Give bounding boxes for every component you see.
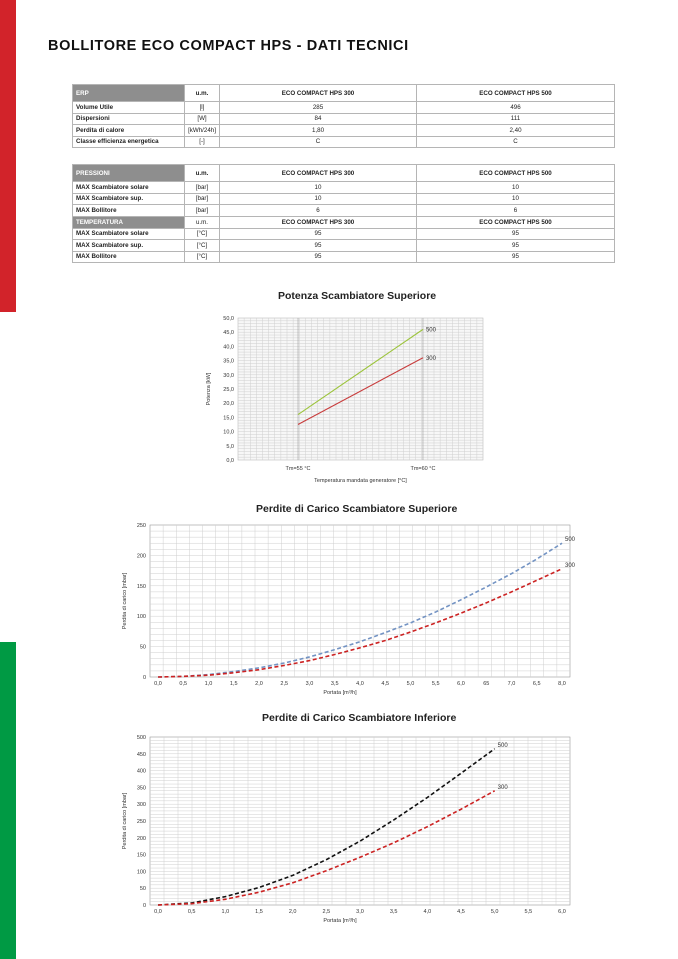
y-tick-label: 150 [136, 852, 146, 859]
series-label-500: 500 [497, 742, 508, 749]
row-unit: [°C] [185, 251, 220, 263]
x-axis-label: Portata [m³/h] [323, 918, 357, 924]
x-tick-label: 1,5 [255, 909, 263, 915]
x-tick-label: Tm=60 °C [410, 466, 436, 472]
y-tick-label: 45,0 [223, 330, 234, 337]
model-500-header: ECO COMPACT HPS 500 [417, 165, 615, 182]
y-tick-label: 200 [136, 835, 146, 842]
pressure-header: PRESSIONI [73, 165, 185, 182]
value-500: 10 [417, 182, 615, 194]
side-band-red [0, 0, 16, 312]
row-label: MAX Scambiatore sup. [73, 193, 185, 205]
y-tick-label: 400 [136, 768, 146, 775]
y-tick-label: 450 [136, 751, 146, 758]
value-500: 95 [417, 251, 615, 263]
x-tick-label: 1,0 [204, 681, 213, 687]
y-tick-label: 10,0 [223, 429, 234, 436]
x-tick-label: 5,5 [431, 681, 440, 687]
x-tick-label: 3,5 [389, 909, 398, 915]
y-tick-label: 50,0 [223, 316, 234, 322]
x-tick-label: 5,0 [490, 909, 499, 915]
series-label-300: 300 [425, 355, 436, 362]
grid [238, 318, 483, 460]
y-tick-label: 40,0 [223, 344, 234, 351]
unit-header: u.m. [185, 165, 220, 182]
temperature-row [73, 240, 615, 252]
x-tick-label: 5,5 [524, 909, 533, 915]
x-tick-label: 6,5 [532, 681, 541, 687]
erp-header: ERP [73, 85, 185, 102]
unit-header: u.m. [185, 85, 220, 102]
chart-upper-loss-title: Perdite di Carico Scambiatore Superiore [256, 503, 458, 515]
chart-power-title: Potenza Scambiatore Superiore [278, 290, 437, 302]
erp-table [72, 84, 615, 148]
pressure-row [73, 205, 615, 217]
x-tick-label: 8,0 [558, 681, 566, 687]
x-tick-label: 2,5 [322, 909, 331, 915]
y-tick-label: 20,0 [223, 401, 234, 408]
x-tick-label: 4,0 [356, 681, 364, 687]
x-tick-label: 2,0 [255, 681, 263, 687]
y-axis-label: Potenza [kW] [206, 372, 212, 406]
y-tick-label: 200 [136, 553, 146, 560]
x-tick-label: 1,0 [221, 909, 230, 915]
x-axis-label: Portata [m³/h] [323, 690, 357, 696]
model-500-header: ECO COMPACT HPS 500 [417, 216, 615, 228]
x-tick-label: 3,0 [356, 909, 364, 915]
value-300: 95 [220, 251, 417, 263]
x-tick-label: 0,5 [187, 909, 196, 915]
erp-row [73, 113, 615, 125]
value-300: 10 [220, 193, 417, 205]
pressure-temperature-table [72, 164, 615, 263]
row-label: Dispersioni [73, 113, 185, 125]
row-unit: [kWh/24h] [185, 125, 220, 137]
x-tick-label: 65 [483, 681, 490, 687]
row-label: Volume Utile [73, 102, 185, 114]
value-300: 84 [220, 113, 417, 125]
value-500: 496 [417, 102, 615, 114]
row-label: MAX Scambiatore solare [73, 228, 185, 240]
page-title: BOLLITORE ECO COMPACT HPS - DATI TECNICI [48, 38, 409, 54]
y-tick-label: 100 [136, 869, 146, 876]
y-axis-label: Perdita di carico [mbar] [122, 792, 128, 850]
chart-lower-loss-title: Perdite di Carico Scambiatore Inferiore [262, 712, 457, 724]
value-300: 95 [220, 228, 417, 240]
x-tick-label: 2,5 [280, 681, 289, 687]
row-label: MAX Bollitore [73, 251, 185, 263]
y-tick-label: 50 [139, 644, 146, 651]
row-label: MAX Scambiatore solare [73, 182, 185, 194]
series-label-300: 300 [565, 562, 576, 569]
model-300-header: ECO COMPACT HPS 300 [220, 85, 417, 102]
y-tick-label: 0,0 [226, 458, 234, 464]
value-500: C [417, 136, 615, 148]
y-tick-label: 0 [142, 903, 146, 909]
row-label: MAX Bollitore [73, 205, 185, 217]
pressure-row [73, 182, 615, 194]
value-500: 111 [417, 113, 615, 125]
y-tick-label: 30,0 [223, 372, 234, 379]
value-500: 10 [417, 193, 615, 205]
x-tick-label: 4,0 [423, 909, 432, 915]
chart-pressure-loss-lower [0, 725, 678, 925]
x-tick-label: Tm=55 °C [285, 466, 311, 472]
row-unit: [bar] [185, 182, 220, 194]
value-500: 6 [417, 205, 615, 217]
model-500-header: ECO COMPACT HPS 500 [417, 85, 615, 102]
x-tick-label: 3,0 [305, 681, 314, 687]
x-tick-label: 1,5 [229, 681, 238, 687]
value-500: 2,40 [417, 125, 615, 137]
y-tick-label: 0 [142, 675, 146, 681]
row-unit: [°C] [185, 228, 220, 240]
x-tick-label: 4,5 [457, 909, 465, 915]
x-tick-label: 2,0 [288, 909, 297, 915]
unit-header: u.m. [185, 216, 220, 228]
value-300: 95 [220, 240, 417, 252]
erp-row [73, 102, 615, 114]
x-tick-label: 6,0 [457, 681, 465, 687]
value-500: 95 [417, 240, 615, 252]
row-label: Perdita di calore [73, 125, 185, 137]
model-300-header: ECO COMPACT HPS 300 [220, 165, 417, 182]
row-unit: [l] [185, 102, 220, 114]
x-axis-label: Temperatura mandata generatore [°C] [314, 478, 407, 484]
row-unit: [bar] [185, 205, 220, 217]
y-tick-label: 35,0 [223, 358, 234, 365]
row-unit: [°C] [185, 240, 220, 252]
model-300-header: ECO COMPACT HPS 300 [220, 216, 417, 228]
y-tick-label: 15,0 [223, 415, 234, 422]
value-500: 95 [417, 228, 615, 240]
temperature-row [73, 228, 615, 240]
row-label: MAX Scambiatore sup. [73, 240, 185, 252]
y-tick-label: 250 [136, 523, 146, 529]
row-unit: [W] [185, 113, 220, 125]
x-tick-label: 3,5 [330, 681, 339, 687]
y-tick-label: 5,0 [226, 443, 234, 450]
series-label-300: 300 [497, 784, 508, 791]
y-tick-label: 50 [139, 886, 146, 893]
value-300: 285 [220, 102, 417, 114]
x-tick-label: 0,0 [154, 909, 162, 915]
erp-row [73, 136, 615, 148]
row-unit: [-] [185, 136, 220, 148]
value-300: 1,80 [220, 125, 417, 137]
row-unit: [bar] [185, 193, 220, 205]
erp-row [73, 125, 615, 137]
chart-power-upper-exchanger [0, 305, 678, 505]
pressure-row [73, 193, 615, 205]
x-tick-label: 5,0 [406, 681, 415, 687]
x-tick-label: 0,0 [154, 681, 162, 687]
chart-pressure-loss-upper [0, 515, 678, 705]
temperature-header: TEMPERATURA [73, 216, 185, 228]
series-label-500: 500 [565, 537, 576, 544]
series-label-500: 500 [425, 327, 436, 334]
y-tick-label: 500 [136, 735, 146, 741]
x-tick-label: 4,5 [381, 681, 390, 687]
x-tick-label: 7,0 [507, 681, 516, 687]
y-axis-label: Perdita di carico [mbar] [122, 572, 128, 630]
y-tick-label: 100 [136, 614, 146, 621]
y-tick-label: 350 [136, 785, 146, 792]
y-tick-label: 150 [136, 583, 146, 590]
value-300: C [220, 136, 417, 148]
value-300: 10 [220, 182, 417, 194]
y-tick-label: 300 [136, 802, 146, 809]
row-label: Classe efficienza energetica [73, 136, 185, 148]
temperature-row [73, 251, 615, 263]
y-tick-label: 250 [136, 819, 146, 825]
x-tick-label: 0,5 [179, 681, 188, 687]
value-300: 6 [220, 205, 417, 217]
y-tick-label: 25,0 [223, 387, 234, 393]
x-tick-label: 6,0 [558, 909, 566, 915]
